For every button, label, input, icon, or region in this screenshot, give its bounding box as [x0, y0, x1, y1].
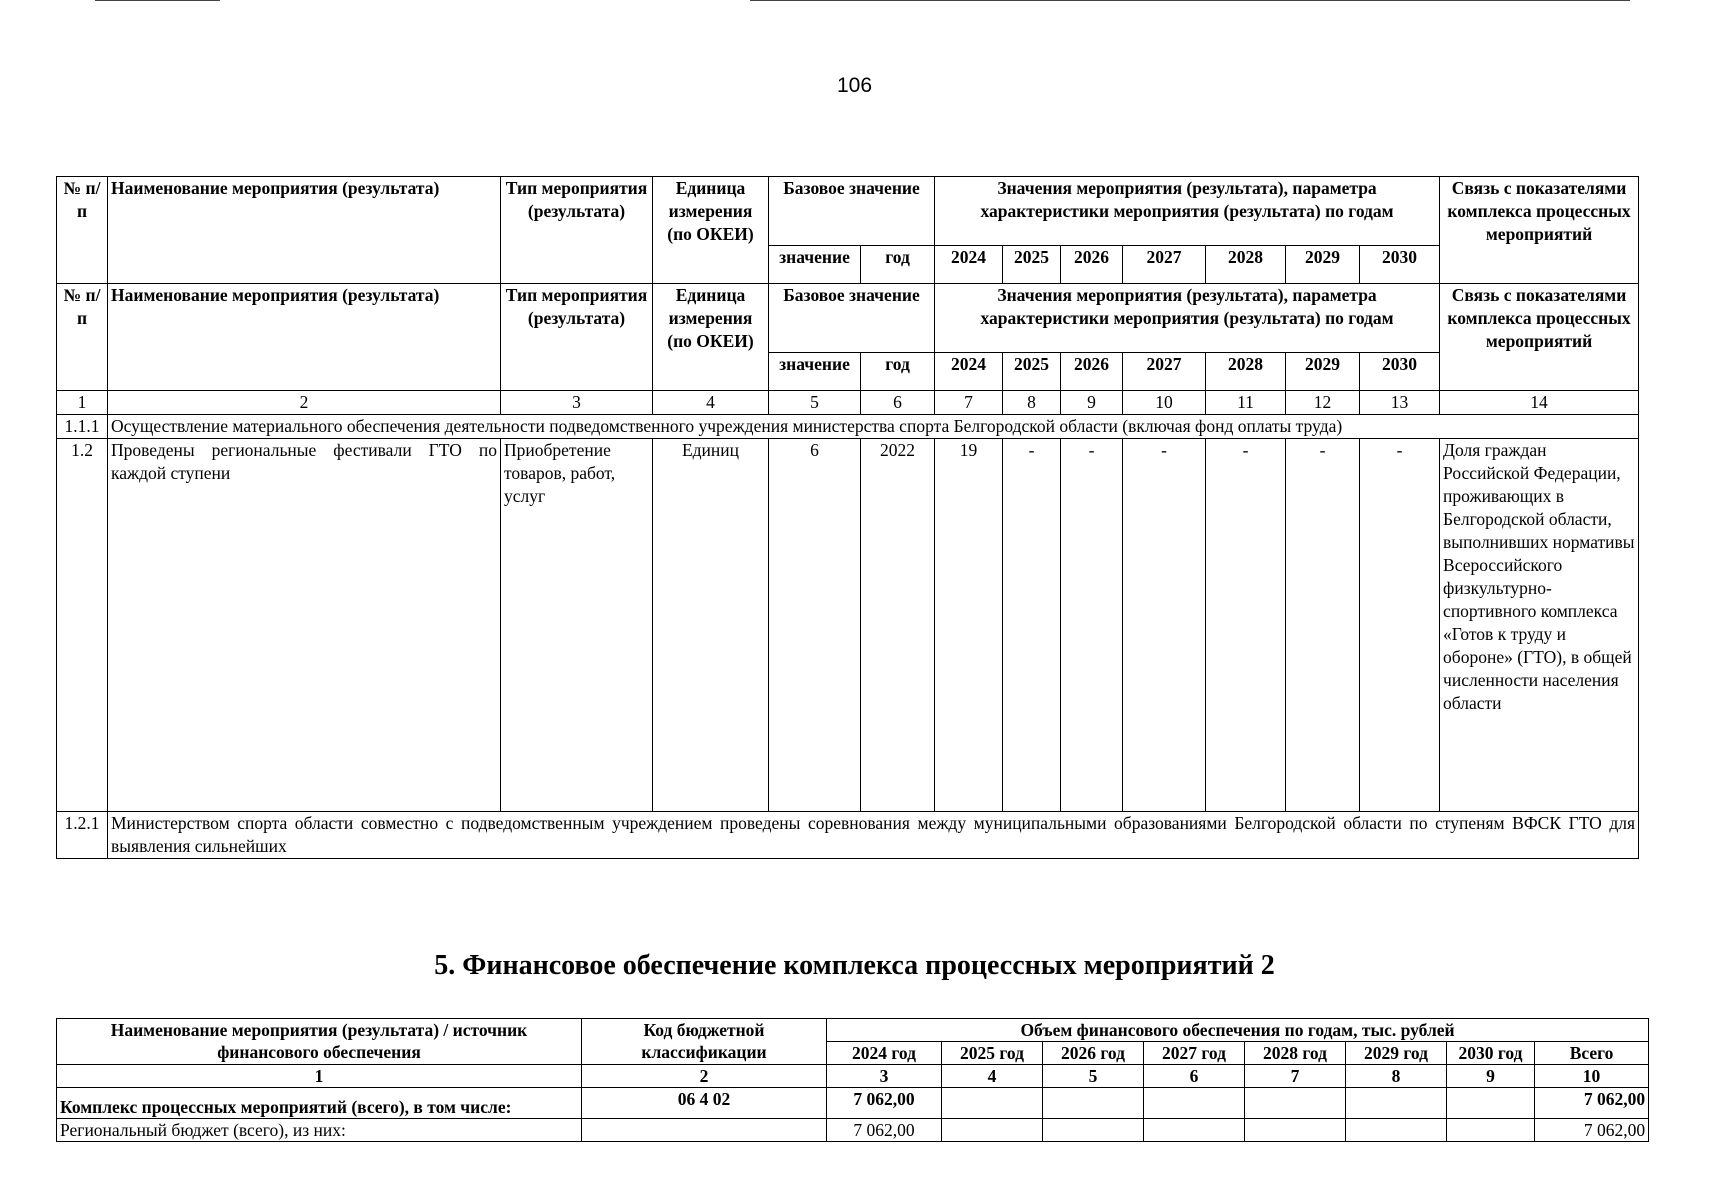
fin-header-year-2024: 2024 год: [827, 1042, 942, 1065]
header-type: Тип мероприятия (результата): [501, 177, 653, 284]
fin-header-year-2025: 2025 год: [942, 1042, 1043, 1065]
header-base: Базовое значение: [769, 177, 935, 246]
col-number: 9: [1061, 391, 1123, 415]
header-unit: Единица измерения (по ОКЕИ): [653, 177, 769, 284]
header-year-2025: 2025: [1003, 353, 1061, 391]
col-number: 7: [935, 391, 1003, 415]
header-year-2030: 2030: [1360, 353, 1440, 391]
header-year-2026: 2026: [1061, 246, 1123, 284]
header-year-2029: 2029: [1286, 353, 1360, 391]
header-year-2024: 2024: [935, 353, 1003, 391]
fin-value-2029: [1346, 1119, 1447, 1142]
fin-value-2024: 7 062,00: [827, 1088, 942, 1119]
header-year-2026: 2026: [1061, 353, 1123, 391]
fin-value-2030: [1447, 1119, 1535, 1142]
header-num: № п/п: [57, 284, 108, 391]
fin-header-year-2028: 2028 год: [1245, 1042, 1346, 1065]
col-number: 14: [1440, 391, 1639, 415]
header-year-2029: 2029: [1286, 246, 1360, 284]
column-number-row: [57, 391, 1639, 415]
col-number: 3: [827, 1065, 942, 1088]
row-number: 1.1.1: [57, 415, 108, 439]
fin-header-name: Наименование мероприятия (результата) / источник финансового обеспечения: [57, 1019, 582, 1065]
value-2027: -: [1123, 439, 1206, 812]
row-number: 1.2: [57, 439, 108, 812]
header-values: Значения мероприятия (результата), параметра характеристики мероприятия (результата) по годам: [935, 284, 1440, 353]
fin-value-2026: [1043, 1119, 1144, 1142]
activity-unit: Единиц: [653, 439, 769, 812]
header-year-2028: 2028: [1206, 246, 1286, 284]
header-base-value: значение: [769, 353, 861, 391]
fin-row-name: Комплекс процессных мероприятий (всего), в том числе:: [57, 1088, 582, 1119]
header-base-year: год: [861, 246, 935, 284]
col-number: 1: [57, 1065, 582, 1088]
header-row-a: [57, 177, 1639, 246]
row-number: 1.2.1: [57, 812, 108, 859]
fin-value-2024: 7 062,00: [827, 1119, 942, 1142]
col-number: 2: [108, 391, 501, 415]
header-name: Наименование мероприятия (результата): [108, 177, 501, 284]
activities-table: [56, 176, 1639, 859]
activity-name: Проведены региональные фестивали ГТО по каждой ступени: [108, 439, 501, 812]
col-number: 3: [501, 391, 653, 415]
header-type: Тип мероприятия (результата): [501, 284, 653, 391]
col-number: 12: [1286, 391, 1360, 415]
col-number: 7: [1245, 1065, 1346, 1088]
section-title: 5. Финансовое обеспечение комплекса процессных мероприятий 2: [434, 950, 1275, 981]
value-2029: -: [1286, 439, 1360, 812]
fin-row-code: 06 4 02: [582, 1088, 827, 1119]
col-number: 8: [1003, 391, 1061, 415]
col-number: 4: [942, 1065, 1043, 1088]
value-2030: -: [1360, 439, 1440, 812]
fin-row-complex-total: [57, 1088, 1649, 1119]
value-2028: -: [1206, 439, 1286, 812]
value-2024: 19: [935, 439, 1003, 812]
base-value: 6: [769, 439, 861, 812]
fin-header-year-2030: 2030 год: [1447, 1042, 1535, 1065]
table-row-1-2: [57, 439, 1639, 812]
header-name: Наименование мероприятия (результата): [108, 284, 501, 391]
fin-value-2029: [1346, 1088, 1447, 1119]
fin-row-name: Региональный бюджет (всего), из них:: [57, 1119, 582, 1142]
col-number: 5: [1043, 1065, 1144, 1088]
col-number: 8: [1346, 1065, 1447, 1088]
col-number: 10: [1535, 1065, 1649, 1088]
header-year-2030: 2030: [1360, 246, 1440, 284]
header-num: № п/п: [57, 177, 108, 284]
fin-value-2028: [1245, 1088, 1346, 1119]
col-number: 1: [57, 391, 108, 415]
fin-value-2025: [942, 1088, 1043, 1119]
col-number: 5: [769, 391, 861, 415]
fin-value-2028: [1245, 1119, 1346, 1142]
col-number: 4: [653, 391, 769, 415]
page-number: 106: [836, 74, 873, 97]
header-base: Базовое значение: [769, 284, 935, 353]
fin-row-regional-budget: [57, 1119, 1649, 1142]
fin-value-2027: [1144, 1119, 1245, 1142]
fin-row-code: [582, 1119, 827, 1142]
col-number: 6: [861, 391, 935, 415]
header-year-2027: 2027: [1123, 353, 1206, 391]
fin-header-volume: Объем финансового обеспечения по годам, тыс. рублей: [827, 1019, 1649, 1042]
header-base-value: значение: [769, 246, 861, 284]
task-description: Министерством спорта области совместно с подведомственным учреждением проведены соревнования между муниципальными образованиями Белгородской области по ступеням ВФСК ГТО для выявления сильнейших: [108, 812, 1639, 859]
top-border-line-left: [95, 0, 220, 1]
header-year-2028: 2028: [1206, 353, 1286, 391]
fin-value-2026: [1043, 1088, 1144, 1119]
header-unit: Единица измерения (по ОКЕИ): [653, 284, 769, 391]
fin-value-total: 7 062,00: [1535, 1119, 1649, 1142]
header-year-2024: 2024: [935, 246, 1003, 284]
header-base-year: год: [861, 353, 935, 391]
fin-value-2030: [1447, 1088, 1535, 1119]
task-description: Осуществление материального обеспечения деятельности подведомственного учреждения министерства спорта Белгородской области (включая фонд оплаты труда): [108, 415, 1639, 439]
header-row-a-repeat: [57, 284, 1639, 353]
fin-value-total: 7 062,00: [1535, 1088, 1649, 1119]
header-link: Связь с показателями комплекса процессных мероприятий: [1440, 177, 1639, 284]
col-number: 13: [1360, 391, 1440, 415]
col-number: 9: [1447, 1065, 1535, 1088]
fin-header-year-2027: 2027 год: [1144, 1042, 1245, 1065]
fin-value-2025: [942, 1119, 1043, 1142]
fin-header-year-2026: 2026 год: [1043, 1042, 1144, 1065]
col-number: 11: [1206, 391, 1286, 415]
fin-value-2027: [1144, 1088, 1245, 1119]
table-row-1-2-1: [57, 812, 1639, 859]
value-2026: -: [1061, 439, 1123, 812]
col-number: 6: [1144, 1065, 1245, 1088]
header-values: Значения мероприятия (результата), параметра характеристики мероприятия (результата) по годам: [935, 177, 1440, 246]
header-year-2027: 2027: [1123, 246, 1206, 284]
col-number: 10: [1123, 391, 1206, 415]
header-year-2025: 2025: [1003, 246, 1061, 284]
table-row-1-1-1: [57, 415, 1639, 439]
financing-table: [56, 1018, 1649, 1142]
fin-header-code: Код бюджетной классификации: [582, 1019, 827, 1065]
activity-type: Приобретение товаров, работ, услуг: [501, 439, 653, 812]
col-number: 2: [582, 1065, 827, 1088]
base-year: 2022: [861, 439, 935, 812]
indicator-link: Доля граждан Российской Федерации, проживающих в Белгородской области, выполнивших нормативы Всероссийского физкультурно-спортивного комплекса «Готов к труду и обороне» (ГТО), в общей численности населения области: [1440, 439, 1639, 812]
fin-header-total: Всего: [1535, 1042, 1649, 1065]
value-2025: -: [1003, 439, 1061, 812]
fin-header-row-a: [57, 1019, 1649, 1042]
top-border-line-right: [750, 0, 1630, 1]
fin-column-number-row: [57, 1065, 1649, 1088]
fin-header-year-2029: 2029 год: [1346, 1042, 1447, 1065]
header-link: Связь с показателями комплекса процессных мероприятий: [1440, 284, 1639, 391]
